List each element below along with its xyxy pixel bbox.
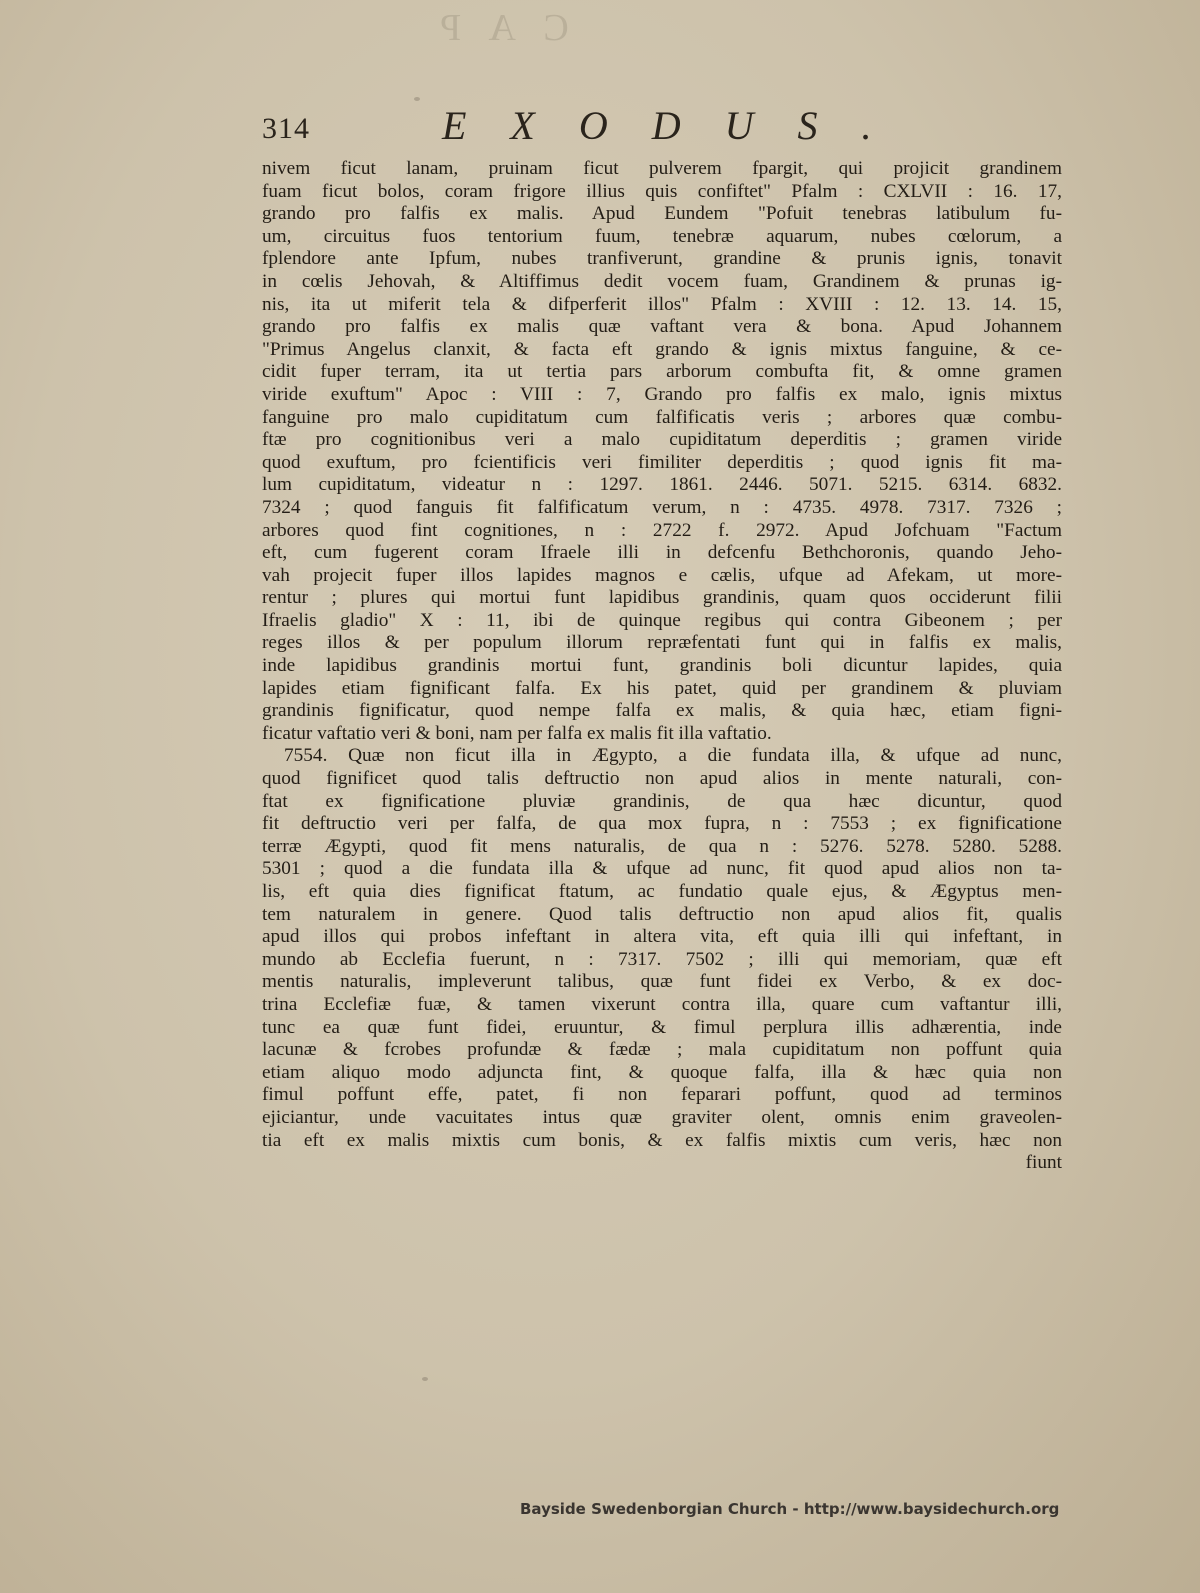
body-text xyxy=(262,158,1062,1175)
running-title: EXODUS. xyxy=(442,103,916,148)
text-line: mentis naturalis, impleverunt talibus, quæ funt fidei ex Verbo, & ex doc- xyxy=(262,971,1062,993)
page-number: 314 xyxy=(262,112,310,145)
text-line: eft, cum fugerent coram Ifraele illi in defcenfu Bethchoronis, quando Jeho- xyxy=(262,542,1062,564)
text-line: fit deftructio veri per falfa, de qua mox fupra, n : 7553 ; ex fignificatione xyxy=(262,813,1062,835)
text-line: reges illos & per populum illorum repræfentati funt qui in falfis ex malis, xyxy=(262,632,1062,654)
text-line: arbores quod fint cognitiones, n : 2722 f. 2972. Apud Jofchuam "Factum xyxy=(262,519,1062,541)
text-line: apud illos qui probos infeftant in altera vita, eft quia illi qui infeftant, in xyxy=(262,926,1062,948)
text-line: ficatur vaftatio veri & boni, nam per falfa ex malis fit illa vaftatio. xyxy=(262,722,772,744)
text-line: etiam aliquo modo adjuncta fint, & quoque falfa, illa & hæc quia non xyxy=(262,1061,1062,1083)
text-line: lacunæ & fcrobes profundæ & fædæ ; mala cupiditatum non poffunt quia xyxy=(262,1039,1062,1061)
text-line: fplendore ante Ipfum, nubes tranfiverunt, grandine & prunis ignis, tonavit xyxy=(262,248,1062,270)
text-line: in cœlis Jehovah, & Altiffimus dedit vocem fuam, Grandinem & prunas ig- xyxy=(262,270,1062,292)
ink-speck xyxy=(414,97,420,101)
text-line: tunc ea quæ funt fidei, eruuntur, & fimul perplura illis adhærentia, inde xyxy=(262,1016,1062,1038)
text-line: trina Ecclefiæ fuæ, & tamen vixerunt contra illa, quare cum vaftantur illi, xyxy=(262,993,1062,1015)
text-line: Ifraelis gladio" X : 11, ibi de quinque regibus qui contra Gibeonem ; per xyxy=(262,609,1062,631)
text-line: grando pro falfis ex malis. Apud Eundem "Pofuit tenebras latibulum fu- xyxy=(262,203,1062,225)
text-line: lum cupiditatum, videatur n : 1297. 1861. 2446. 5071. 5215. 6314. 6832. xyxy=(262,474,1062,496)
text-line: quod fignificet quod talis deftructio non apud alios in mente naturali, con- xyxy=(262,768,1062,790)
text-line: 5301 ; quod a die fundata illa & ufque ad nunc, fit quod apud alios non ta- xyxy=(262,858,1062,880)
text-line: fiunt xyxy=(1025,1152,1062,1174)
text-line: nivem ficut lanam, pruinam ficut pulverem fpargit, qui projicit grandinem xyxy=(262,158,1062,179)
text-line: fanguine pro malo cupiditatum cum falfificatis veris ; arbores quæ combu- xyxy=(262,406,1062,428)
text-line: grando pro falfis ex malis quæ vaftant vera & bona. Apud Johannem xyxy=(262,316,1062,338)
text-line: nis, ita ut miferit tela & difperferit illos" Pfalm : XVIII : 12. 13. 14. 15, xyxy=(262,293,1062,315)
text-line: um, circuitus fuos tentorium fuum, tenebræ aquarum, nubes cœlorum, a xyxy=(262,225,1062,247)
text-line: ejiciantur, unde vacuitates intus quæ graviter olent, omnis enim graveolen- xyxy=(262,1106,1062,1128)
text-line: 7324 ; quod fanguis fit falfificatum verum, n : 4735. 4978. 7317. 7326 ; xyxy=(262,496,1062,518)
text-line: fuam ficut bolos, coram frigore illius quis confiftet" Pfalm : CXLVII : 16. 17, xyxy=(262,180,1062,202)
text-line: fimul poffunt effe, patet, fi non feparari poffunt, quod ad terminos xyxy=(262,1084,1062,1106)
text-line: 7554. Quæ non ficut illa in Ægypto, a die fundata illa, & ufque ad nunc, xyxy=(284,745,1062,767)
text-line: "Primus Angelus clanxit, & facta eft grando & ignis mixtus fanguine, & ce- xyxy=(262,338,1062,360)
text-line: mundo ab Ecclefia fuerunt, n : 7317. 7502 ; illi qui memoriam, quæ eft xyxy=(262,948,1062,970)
text-line: viride exuftum" Apoc : VIII : 7, Grando pro falfis ex malo, ignis mixtus xyxy=(262,383,1062,405)
text-line: terræ Ægypti, quod fit mens naturalis, de qua n : 5276. 5278. 5280. 5288. xyxy=(262,835,1062,857)
show-through-text: C A P xyxy=(430,7,569,49)
text-line: ftat ex fignificatione pluviæ grandinis, de qua hæc dicuntur, quod xyxy=(262,790,1062,812)
text-line: ftæ pro cognitionibus veri a malo cupiditatum deperditis ; gramen viride xyxy=(262,429,1062,451)
text-line: tia eft ex malis mixtis cum bonis, & ex falfis mixtis cum veris, hæc non xyxy=(262,1129,1062,1151)
text-line: vah projecit fuper illos lapides magnos e cælis, ufque ad Afekam, ut more- xyxy=(262,564,1062,586)
page-header xyxy=(262,98,1062,150)
ink-speck xyxy=(422,1377,428,1381)
text-line: rentur ; plures qui mortui funt lapidibus grandinis, quam quos occiderunt filii xyxy=(262,587,1062,609)
text-line: tem naturalem in genere. Quod talis deftructio non apud alios fit, qualis xyxy=(262,903,1062,925)
text-line: quod exuftum, pro fcientificis veri fimiliter deperditis ; quod ignis fit ma- xyxy=(262,451,1062,473)
text-line: cidit fuper terram, ita ut tertia pars arborum combufta fit, & omne gramen xyxy=(262,361,1062,383)
text-line: inde lapidibus grandinis mortui funt, grandinis boli dicuntur lapides, quia xyxy=(262,655,1062,677)
text-line: lapides etiam fignificant falfa. Ex his patet, quid per grandinem & pluviam xyxy=(262,677,1062,699)
text-line: grandinis fignificatur, quod nempe falfa ex malis, & quia hæc, etiam figni- xyxy=(262,700,1062,722)
footer-credit: Bayside Swedenborgian Church - http://www.baysidechurch.org xyxy=(520,1500,1060,1518)
text-line: lis, eft quia dies fignificat ftatum, ac fundatio quale ejus, & Ægyptus men- xyxy=(262,881,1062,902)
